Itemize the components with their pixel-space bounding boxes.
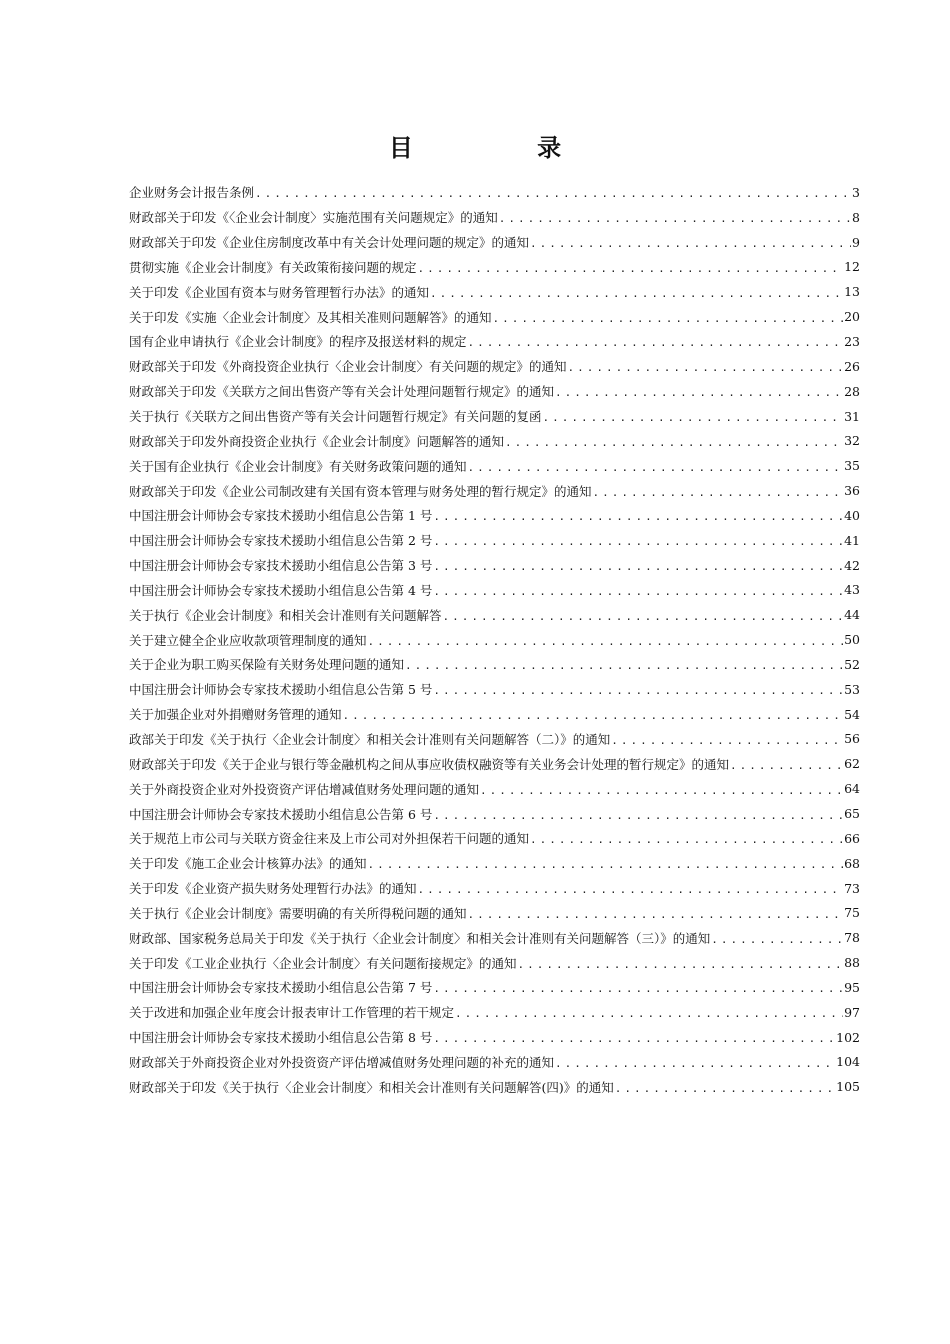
toc-entry[interactable] <box>129 279 860 304</box>
dot-leader <box>499 210 851 224</box>
dot-leader <box>433 980 843 994</box>
toc-entry-page-number: 66 <box>844 830 860 846</box>
toc-entry-title: 财政部关于印发《关于企业与银行等金融机构之间从事应收债权融资等有关业务会计处理的暂行规定》的通知 <box>129 756 730 772</box>
toc-entry-title: 财政部关于印发《企业住房制度改革中有关会计处理问题的规定》的通知 <box>129 235 530 251</box>
toc-entry[interactable] <box>129 578 860 603</box>
toc-entry[interactable] <box>129 503 860 528</box>
toc-entry[interactable] <box>129 205 860 230</box>
dot-leader <box>468 459 844 473</box>
toc-entry[interactable] <box>129 900 860 925</box>
toc-entry-page-number: 97 <box>844 1004 860 1020</box>
toc-entry-title: 国有企业申请执行《企业会计制度》的程序及报送材料的规定 <box>129 334 467 350</box>
dot-leader <box>455 1005 843 1019</box>
dot-leader <box>430 285 843 299</box>
toc-entry[interactable] <box>129 950 860 975</box>
toc-entry[interactable] <box>129 354 860 379</box>
toc-entry-page-number: 42 <box>844 557 860 573</box>
dot-leader <box>530 235 851 249</box>
dot-leader <box>405 657 843 671</box>
dot-leader <box>368 633 844 647</box>
toc-entry[interactable] <box>129 776 860 801</box>
toc-entry-page-number: 95 <box>844 979 860 995</box>
toc-entry-title: 关于国有企业执行《企业会计制度》有关财务政策问题的通知 <box>129 458 467 474</box>
toc-entry[interactable] <box>129 801 860 826</box>
dot-leader <box>611 732 843 746</box>
toc-entry-page-number: 102 <box>836 1029 860 1045</box>
toc-entry-page-number: 64 <box>844 781 860 797</box>
toc-entry-title: 关于执行《企业会计制度》和相关会计准则有关问题解答 <box>129 607 442 623</box>
dot-leader <box>255 185 851 199</box>
dot-leader <box>505 434 843 448</box>
toc-entry-page-number: 68 <box>844 855 860 871</box>
toc-entry-page-number: 44 <box>844 607 860 623</box>
dot-leader <box>368 856 844 870</box>
toc-entry-page-number: 35 <box>844 458 860 474</box>
toc-entry-title: 财政部关于印发《关于执行〈企业会计制度〉和相关会计准则有关问题解答(四)》的通知 <box>129 1079 614 1095</box>
toc-entry-page-number: 12 <box>844 259 860 275</box>
toc-entry-page-number: 78 <box>844 930 860 946</box>
toc-entry-page-number: 23 <box>844 333 860 349</box>
toc-entry-page-number: 56 <box>844 731 860 747</box>
table-of-contents <box>129 180 860 1099</box>
toc-entry-page-number: 75 <box>844 905 860 921</box>
toc-entry[interactable] <box>129 727 860 752</box>
toc-entry[interactable] <box>129 1050 860 1075</box>
toc-entry-title: 财政部关于印发《〈企业会计制度〉实施范围有关问题规定》的通知 <box>129 210 498 226</box>
dot-leader <box>343 707 844 721</box>
toc-entry-page-number: 65 <box>844 806 860 822</box>
toc-entry[interactable] <box>129 329 860 354</box>
toc-entry[interactable] <box>129 627 860 652</box>
toc-entry-title: 中国注册会计师协会专家技术援助小组信息公告第 1 号 <box>129 508 433 524</box>
toc-entry-title: 关于印发《实施〈企业会计制度〉及其相关准则问题解答》的通知 <box>129 309 492 325</box>
toc-entry-page-number: 26 <box>844 358 860 374</box>
toc-entry-title: 关于印发《企业资产损失财务处理暂行办法》的通知 <box>129 881 417 897</box>
toc-entry-page-number: 43 <box>844 582 860 598</box>
toc-entry-title: 关于执行《企业会计制度》需要明确的有关所得税问题的通知 <box>129 905 467 921</box>
toc-entry-page-number: 73 <box>844 880 860 896</box>
dot-leader <box>615 1080 835 1094</box>
toc-entry-page-number: 20 <box>844 309 860 325</box>
toc-entry-title: 关于执行《关联方之间出售资产等有关会计问题暂行规定》有关问题的复函 <box>129 409 542 425</box>
toc-entry-title: 政部关于印发《关于执行〈企业会计制度〉和相关会计准则有关问题解答（二）》的通知 <box>129 731 611 747</box>
toc-entry-title: 中国注册会计师协会专家技术援助小组信息公告第 8 号 <box>129 1030 433 1046</box>
toc-entry-page-number: 28 <box>844 383 860 399</box>
dot-leader <box>730 757 843 771</box>
toc-entry[interactable] <box>129 876 860 901</box>
toc-entry[interactable] <box>129 453 860 478</box>
toc-entry-title: 关于加强企业对外捐赠财务管理的通知 <box>129 707 342 723</box>
toc-entry-page-number: 36 <box>844 483 860 499</box>
dot-leader <box>530 831 843 845</box>
toc-entry[interactable] <box>129 975 860 1000</box>
toc-entry-page-number: 88 <box>844 955 860 971</box>
toc-entry-title: 贯彻实施《企业会计制度》有关政策衔接问题的规定 <box>129 259 417 275</box>
dot-leader <box>433 1030 835 1044</box>
dot-leader <box>433 682 843 696</box>
toc-entry-title: 中国注册会计师协会专家技术援助小组信息公告第 2 号 <box>129 533 433 549</box>
toc-entry-page-number: 105 <box>836 1079 860 1095</box>
dot-leader <box>433 807 843 821</box>
dot-leader <box>480 782 843 796</box>
toc-entry-page-number: 50 <box>844 632 860 648</box>
toc-entry[interactable] <box>129 478 860 503</box>
toc-entry-page-number: 62 <box>844 756 860 772</box>
toc-entry[interactable] <box>129 553 860 578</box>
toc-entry-title: 财政部关于印发《关联方之间出售资产等有关会计处理问题暂行规定》的通知 <box>129 384 555 400</box>
toc-entry-page-number: 52 <box>844 656 860 672</box>
toc-entry[interactable] <box>129 1074 860 1099</box>
dot-leader <box>711 931 843 945</box>
toc-entry-title: 中国注册会计师协会专家技术援助小组信息公告第 5 号 <box>129 682 433 698</box>
dot-leader <box>468 334 844 348</box>
toc-entry-page-number: 8 <box>852 209 860 225</box>
dot-leader <box>433 533 843 547</box>
toc-entry-title: 财政部关于印发《外商投资企业执行〈企业会计制度〉有关问题的规定》的通知 <box>129 359 567 375</box>
dot-leader <box>543 409 844 423</box>
toc-entry[interactable] <box>129 826 860 851</box>
toc-entry-title: 中国注册会计师协会专家技术援助小组信息公告第 4 号 <box>129 582 433 598</box>
toc-entry[interactable] <box>129 304 860 329</box>
toc-entry[interactable] <box>129 851 860 876</box>
toc-entry-title: 关于企业为职工购买保险有关财务处理问题的通知 <box>129 657 405 673</box>
dot-leader <box>555 1055 835 1069</box>
toc-entry[interactable] <box>129 702 860 727</box>
toc-entry[interactable] <box>129 925 860 950</box>
toc-entry-title: 关于印发《工业企业执行〈企业会计制度〉有关问题衔接规定》的通知 <box>129 955 517 971</box>
toc-entry[interactable] <box>129 180 860 205</box>
toc-entry-page-number: 104 <box>836 1054 860 1070</box>
toc-entry-title: 关于印发《企业国有资本与财务管理暂行办法》的通知 <box>129 284 430 300</box>
toc-entry[interactable] <box>129 428 860 453</box>
toc-entry[interactable] <box>129 1025 860 1050</box>
toc-entry-title: 财政部关于外商投资企业对外投资资产评估增减值财务处理问题的补充的通知 <box>129 1054 555 1070</box>
toc-entry-page-number: 53 <box>844 681 860 697</box>
dot-leader <box>418 881 844 895</box>
toc-entry-title: 财政部关于印发外商投资企业执行《企业会计制度》问题解答的通知 <box>129 433 505 449</box>
toc-entry-title: 财政部关于印发《企业公司制改建有关国有资本管理与财务处理的暂行规定》的通知 <box>129 483 592 499</box>
toc-entry-title: 中国注册会计师协会专家技术援助小组信息公告第 3 号 <box>129 558 433 574</box>
toc-entry[interactable] <box>129 255 860 280</box>
dot-leader <box>568 359 844 373</box>
page-title: 目 录 <box>388 134 620 162</box>
toc-entry-title: 关于建立健全企业应收款项管理制度的通知 <box>129 632 367 648</box>
toc-entry-page-number: 3 <box>852 184 860 200</box>
toc-entry-page-number: 54 <box>844 706 860 722</box>
toc-entry[interactable] <box>129 230 860 255</box>
toc-entry-page-number: 32 <box>844 433 860 449</box>
toc-entry-title: 关于改进和加强企业年度会计报表审计工作管理的若干规定 <box>129 1005 455 1021</box>
toc-entry-title: 中国注册会计师协会专家技术援助小组信息公告第 6 号 <box>129 806 433 822</box>
toc-entry-title: 中国注册会计师协会专家技术援助小组信息公告第 7 号 <box>129 980 433 996</box>
toc-entry[interactable] <box>129 404 860 429</box>
toc-entry-page-number: 13 <box>844 284 860 300</box>
toc-entry-title: 关于规范上市公司与关联方资金往来及上市公司对外担保若干问题的通知 <box>129 831 530 847</box>
toc-entry[interactable] <box>129 1000 860 1025</box>
dot-leader <box>418 260 844 274</box>
toc-entry-page-number: 40 <box>844 507 860 523</box>
dot-leader <box>443 608 844 622</box>
dot-leader <box>493 310 844 324</box>
toc-entry-page-number: 9 <box>852 234 860 250</box>
dot-leader <box>555 384 843 398</box>
dot-leader <box>518 956 844 970</box>
dot-leader <box>433 508 843 522</box>
toc-entry[interactable] <box>129 379 860 404</box>
toc-entry-title: 企业财务会计报告条例 <box>129 185 255 201</box>
dot-leader <box>593 484 844 498</box>
toc-entry[interactable] <box>129 528 860 553</box>
toc-entry[interactable] <box>129 677 860 702</box>
toc-entry[interactable] <box>129 602 860 627</box>
toc-entry-page-number: 31 <box>844 408 860 424</box>
toc-entry-page-number: 41 <box>844 532 860 548</box>
toc-entry-title: 关于印发《施工企业会计核算办法》的通知 <box>129 856 367 872</box>
toc-entry-title: 关于外商投资企业对外投资资产评估增减值财务处理问题的通知 <box>129 781 480 797</box>
dot-leader <box>433 583 843 597</box>
toc-entry-title: 财政部、国家税务总局关于印发《关于执行〈企业会计制度〉和相关会计准则有关问题解答（三）》的通知 <box>129 930 711 946</box>
toc-entry[interactable] <box>129 652 860 677</box>
dot-leader <box>468 906 844 920</box>
dot-leader <box>433 558 843 572</box>
toc-entry[interactable] <box>129 751 860 776</box>
